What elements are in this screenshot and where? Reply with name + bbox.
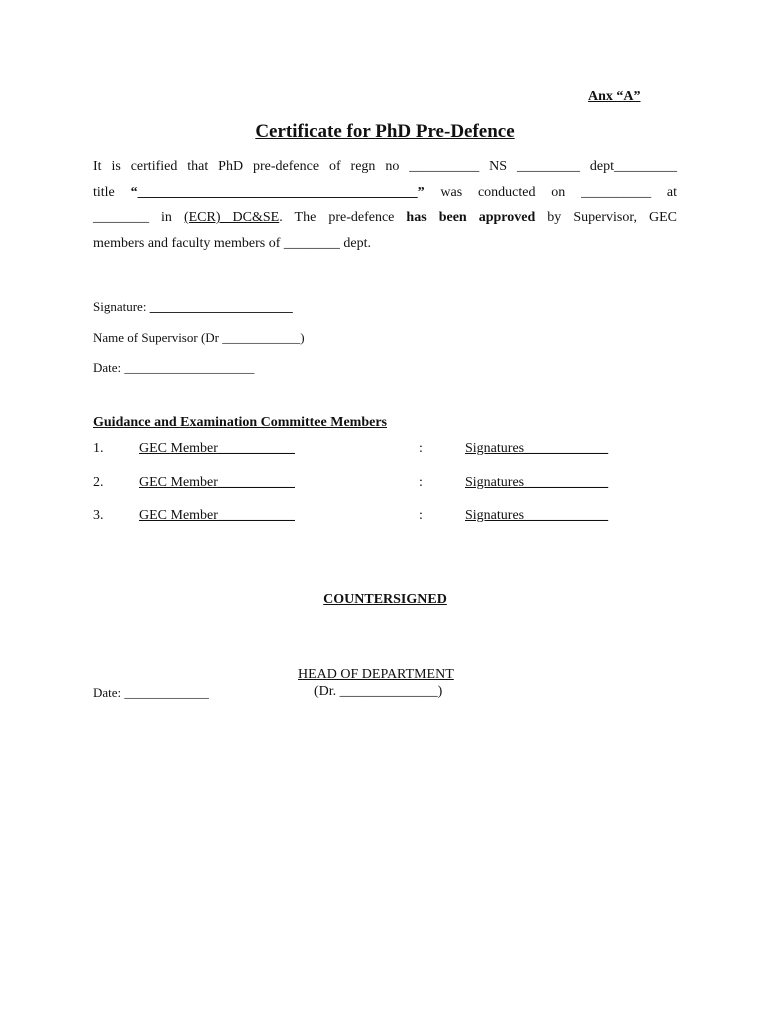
committee-member-row: [93, 441, 693, 461]
signature-label: Signature:: [93, 299, 150, 314]
date-line: Date: ____________________: [93, 360, 255, 375]
approved-text: has been approved: [406, 210, 536, 225]
title-blank: “________________________________________”: [130, 185, 425, 200]
certificate-line-2: [93, 183, 677, 203]
conducted-on-text: was conducted on __________ at: [424, 185, 677, 200]
member-number: 3.: [93, 508, 104, 523]
separator-colon: :: [419, 475, 423, 490]
committee-member-row: [93, 475, 693, 495]
hod-name-field: (Dr. ______________): [314, 684, 443, 699]
pre-defence-text: . The pre-defence: [279, 210, 407, 225]
head-of-department-label: HEAD OF DEPARTMENT: [298, 667, 454, 682]
signature-line: [93, 299, 293, 315]
countersigned-heading: COUNTERSIGNED: [323, 592, 447, 607]
certificate-line-3: [93, 208, 677, 228]
certificate-line-1: It is certified that PhD pre-defence of regn no __________ NS _________ dept_________: [93, 159, 677, 174]
member-signature-field: Signatures____________: [465, 441, 609, 456]
committee-heading: Guidance and Examination Committee Members: [93, 415, 387, 430]
signature-blank: ______________________: [149, 299, 293, 314]
annex-label: Anx “A”: [588, 89, 641, 104]
separator-colon: :: [419, 508, 423, 523]
certificate-line-4: members and faculty members of ________ dept.: [93, 236, 371, 251]
title-prefix: title: [93, 185, 131, 200]
committee-member-row: [93, 508, 693, 528]
member-number: 2.: [93, 475, 104, 490]
member-number: 1.: [93, 441, 104, 456]
gec-member-field: GEC Member___________: [139, 508, 295, 523]
hod-date-line: Date: _____________: [93, 685, 209, 700]
supervisor-name-line: Name of Supervisor (Dr ____________): [93, 330, 305, 345]
gec-member-field: GEC Member___________: [139, 475, 295, 490]
page-title: Certificate for PhD Pre-Defence: [255, 121, 515, 142]
member-signature-field: Signatures____________: [465, 475, 609, 490]
supervisor-gec-text: by Supervisor, GEC: [535, 210, 677, 225]
separator-colon: :: [419, 441, 423, 456]
gec-member-field: GEC Member___________: [139, 441, 295, 456]
member-signature-field: Signatures____________: [465, 508, 609, 523]
place-blank: ________ in: [93, 210, 184, 225]
venue-text: (ECR) DC&SE: [183, 210, 280, 225]
